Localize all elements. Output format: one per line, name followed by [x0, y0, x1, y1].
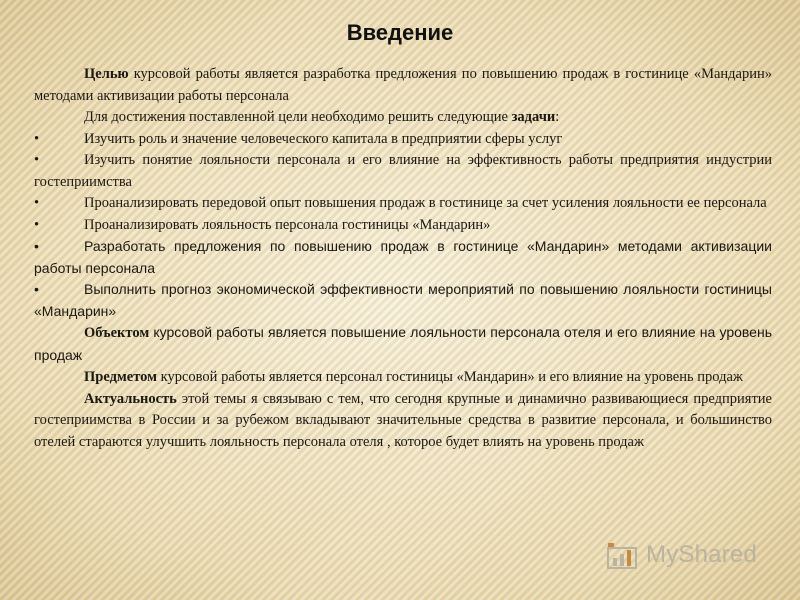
goal-paragraph — [34, 64, 772, 107]
goal-lead: Целью — [84, 66, 129, 82]
relevance-lead: Актуальность — [84, 390, 177, 407]
bullet-text: Проанализировать передовой опыт повышения продаж в гостинице за счет усиления лояльности ее персонала — [84, 195, 767, 211]
bullet-text: Изучить роль и значение человеческого капитала в предприятии сферы услуг — [84, 130, 563, 147]
bar-chart-icon — [606, 540, 642, 570]
subject-paragraph — [34, 367, 772, 389]
bullet-text: Проанализировать лояльность персонала гостиницы «Мандарин» — [84, 216, 491, 233]
bullet-icon: • — [34, 130, 40, 147]
bullet-text: Разработать предложения по повышению продаж в гостинице «Мандарин» методами активизации работы персонала — [34, 238, 772, 276]
relevance-text: этой темы я связываю с тем, что сегодня крупные и динамично развивающиеся предприятие гостеприимства в России и за рубежом вкладывают значительные средства в развитие персонала, и большинство отелей стараются улучшить лояльность персонала отеля , которое будет влиять на уровень продаж — [34, 390, 772, 450]
bullet-icon: • — [34, 152, 40, 168]
bullet-text: Изучить понятие лояльности персонала и его влияние на эффективность работы предприятия индустрии гостеприимства — [34, 152, 772, 190]
subject-lead: Предметом — [84, 369, 158, 385]
subject-text: курсовой работы является персонал гостиницы «Мандарин» и его влияние на уровень продаж — [157, 369, 743, 385]
tasks-tail: : — [555, 109, 560, 125]
slide-body — [34, 64, 772, 453]
slide-title: Введение — [346, 20, 454, 45]
tasks-lead: задачи — [511, 109, 556, 125]
object-paragraph — [34, 322, 772, 367]
bullet-item — [34, 150, 772, 193]
bullet-icon: • — [34, 238, 39, 254]
bullet-icon: • — [34, 195, 40, 211]
relevance-paragraph — [34, 389, 772, 454]
bullet-icon: • — [34, 216, 40, 233]
tasks-intro-text: Для достижения поставленной цели необходимо решить следующие — [84, 109, 512, 125]
bullet-item — [34, 129, 772, 151]
tasks-intro — [34, 107, 772, 129]
object-lead: Объектом — [84, 325, 150, 341]
bullet-icon: • — [34, 281, 39, 297]
bullet-item — [34, 193, 772, 215]
bullet-item — [34, 279, 772, 322]
watermark-text: MyShared — [646, 541, 757, 568]
goal-text: курсовой работы является разработка предложения по повышению продаж в гостинице «Мандарин» методами активизации работы персонала — [34, 66, 772, 104]
bullet-item — [34, 215, 772, 237]
bullet-item — [34, 236, 772, 279]
watermark-logo — [606, 538, 766, 572]
bullet-text: Выполнить прогноз экономической эффективности мероприятий по повышению лояльности гостиницы «Мандарин» — [34, 281, 772, 319]
object-text: курсовой работы является повышение лояльности персонала отеля и его влияние на уровень продаж — [34, 324, 772, 363]
